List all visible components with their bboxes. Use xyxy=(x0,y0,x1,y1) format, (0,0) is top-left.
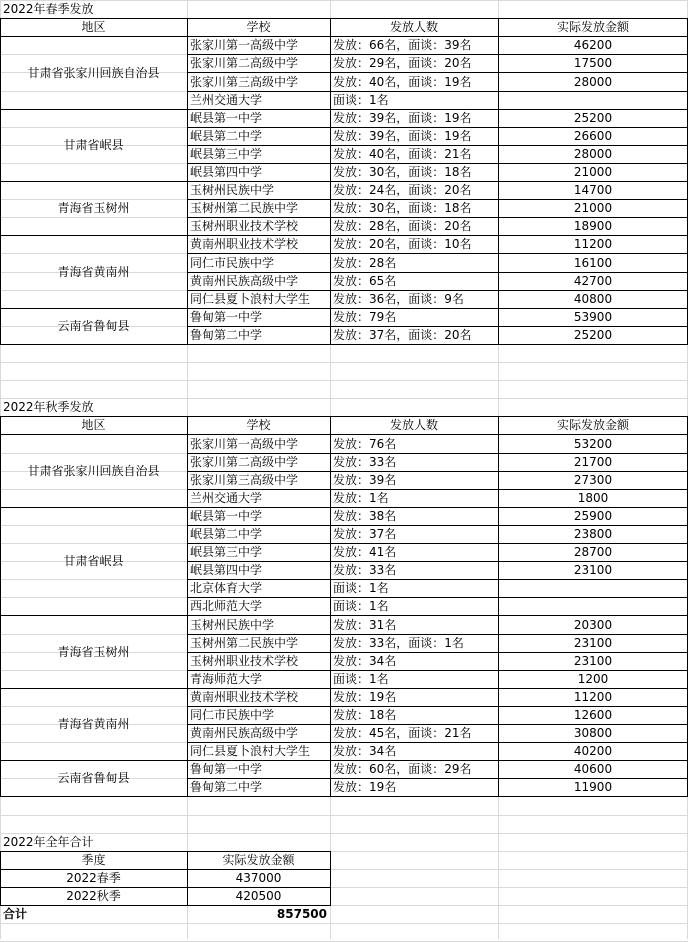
school-cell[interactable]: 岷县第四中学 xyxy=(190,165,263,179)
count-cell[interactable]: 发放：33名 xyxy=(333,455,397,469)
total-label[interactable]: 合计 xyxy=(3,907,28,921)
region-cell[interactable]: 甘肃省岷县 xyxy=(63,554,124,568)
school-cell[interactable]: 玉树州职业技术学校 xyxy=(190,219,299,233)
cell-border xyxy=(498,18,499,345)
cell-border xyxy=(0,416,688,417)
amount-cell[interactable]: 14700 xyxy=(573,183,613,197)
school-cell[interactable]: 张家川第三高级中学 xyxy=(190,74,299,89)
season-cell[interactable]: 2022秋季 xyxy=(66,889,121,903)
count-cell[interactable]: 发放：33名 xyxy=(333,563,397,577)
amount-cell[interactable]: 23100 xyxy=(573,636,613,650)
school-cell[interactable]: 鲁甸第二中学 xyxy=(190,780,263,794)
amount-cell[interactable]: 11200 xyxy=(573,690,613,704)
cell-border xyxy=(0,851,1,906)
count-header[interactable]: 发放人数 xyxy=(389,418,438,432)
region-cell[interactable]: 甘肃省张家川回族自治县 xyxy=(27,463,160,478)
count-cell[interactable]: 发放：28名 xyxy=(333,255,397,270)
count-cell[interactable]: 发放：29名，面谈：20名 xyxy=(333,56,472,70)
count-cell[interactable]: 发放：19名 xyxy=(333,780,397,794)
school-cell[interactable]: 鲁甸第一中学 xyxy=(190,310,263,324)
school-cell[interactable]: 张家川第一高级中学 xyxy=(190,436,299,451)
amount-cell[interactable]: 40800 xyxy=(573,292,613,306)
school-cell[interactable]: 北京体育大学 xyxy=(190,581,263,595)
cell-border xyxy=(0,18,688,19)
cell-border xyxy=(187,18,188,345)
school-cell[interactable]: 鲁甸第一中学 xyxy=(190,762,263,776)
cell-border xyxy=(187,851,188,906)
count-cell[interactable]: 发放：65名 xyxy=(333,274,397,288)
count-cell[interactable]: 发放：60名，面谈：29名 xyxy=(333,762,472,776)
region-cell[interactable]: 甘肃省张家川回族自治县 xyxy=(27,65,160,80)
count-cell[interactable]: 发放：30名，面谈：18名 xyxy=(333,165,472,179)
amount-cell[interactable]: 20300 xyxy=(573,617,613,632)
count-cell[interactable]: 发放：30名，面谈：18名 xyxy=(333,201,472,215)
amount-cell[interactable] xyxy=(498,579,688,597)
amount-cell[interactable]: 17500 xyxy=(573,56,613,70)
school-cell[interactable]: 玉树州民族中学 xyxy=(190,183,275,197)
school-cell[interactable]: 同仁市民族中学 xyxy=(190,708,275,722)
amount-cell[interactable]: 28000 xyxy=(573,74,613,89)
amount-cell[interactable]: 53200 xyxy=(573,436,613,451)
amount-cell[interactable]: 1800 xyxy=(577,491,609,505)
cell-border xyxy=(0,869,331,870)
school-cell[interactable]: 同仁县夏卜浪村大学生 xyxy=(190,292,311,306)
amount-cell[interactable]: 23800 xyxy=(573,527,613,541)
amount-header[interactable]: 实际发放金额 xyxy=(556,20,629,34)
annual-section-title[interactable]: 2022年全年合计 xyxy=(3,835,94,849)
school-cell[interactable]: 玉树州职业技术学校 xyxy=(190,654,299,668)
region-cell[interactable]: 云南省鲁甸县 xyxy=(57,319,130,333)
count-cell[interactable]: 发放：79名 xyxy=(333,310,397,324)
school-cell[interactable]: 岷县第一中学 xyxy=(190,111,263,125)
school-cell[interactable]: 岷县第三中学 xyxy=(190,147,263,161)
count-cell[interactable]: 发放：37名 xyxy=(333,527,397,541)
school-cell[interactable]: 玉树州第二民族中学 xyxy=(190,636,299,650)
count-cell[interactable]: 发放：33名，面谈：1名 xyxy=(333,636,464,650)
region-cell[interactable]: 青海省黄南州 xyxy=(57,264,130,279)
count-cell[interactable]: 发放：28名，面谈：20名 xyxy=(333,219,472,233)
amount-cell[interactable]: 18900 xyxy=(573,219,613,233)
amount-cell[interactable]: 28700 xyxy=(573,545,613,559)
cell-border xyxy=(498,416,499,797)
region-cell[interactable]: 甘肃省岷县 xyxy=(63,138,124,152)
amount-cell[interactable]: 46200 xyxy=(573,38,613,52)
amount-cell[interactable]: 25200 xyxy=(573,111,613,125)
count-cell[interactable]: 发放：41名 xyxy=(333,545,397,559)
amount-cell[interactable]: 23100 xyxy=(573,654,613,668)
cell-border xyxy=(187,416,188,797)
school-cell[interactable]: 西北师范大学 xyxy=(190,599,263,613)
count-cell[interactable]: 发放：1名 xyxy=(333,491,389,505)
cell-border xyxy=(330,851,331,906)
amount-header[interactable]: 实际发放金额 xyxy=(556,418,629,432)
school-cell[interactable]: 兰州交通大学 xyxy=(190,93,263,107)
amount-cell[interactable]: 21000 xyxy=(573,165,613,179)
school-cell[interactable]: 岷县第二中学 xyxy=(190,527,263,541)
amount-cell[interactable]: 26600 xyxy=(573,129,613,143)
school-cell[interactable]: 黄南州职业技术学校 xyxy=(190,237,299,251)
cell-border xyxy=(330,18,331,345)
amount-cell[interactable]: 40600 xyxy=(573,762,613,776)
count-cell[interactable]: 面谈：1名 xyxy=(333,93,389,107)
count-cell[interactable]: 发放：40名，面谈：21名 xyxy=(333,147,472,161)
amount-cell[interactable]: 25900 xyxy=(573,509,613,523)
count-cell[interactable]: 面谈：1名 xyxy=(333,599,389,613)
amount-cell[interactable]: 21700 xyxy=(573,455,613,469)
school-cell[interactable]: 鲁甸第二中学 xyxy=(190,328,263,342)
cell-border xyxy=(0,905,331,906)
count-cell[interactable]: 发放：40名，面谈：19名 xyxy=(333,74,472,89)
school-cell[interactable]: 张家川第一高级中学 xyxy=(190,38,299,52)
annual-amount-cell[interactable]: 437000 xyxy=(235,871,282,885)
count-cell[interactable]: 发放：39名，面谈：19名 xyxy=(333,111,472,125)
school-header[interactable]: 学校 xyxy=(246,20,271,34)
amount-cell[interactable]: 25200 xyxy=(573,328,613,342)
amount-cell[interactable]: 40200 xyxy=(573,744,613,758)
count-cell[interactable]: 发放：45名，面谈：21名 xyxy=(333,726,472,740)
cell-border xyxy=(0,18,1,345)
region-cell[interactable]: 云南省鲁甸县 xyxy=(57,771,130,785)
school-cell[interactable]: 同仁市民族中学 xyxy=(190,255,275,270)
school-cell[interactable]: 黄南州民族高级中学 xyxy=(190,274,299,288)
school-cell[interactable]: 张家川第二高级中学 xyxy=(190,455,299,469)
count-cell[interactable]: 发放：39名 xyxy=(333,473,397,487)
cell-border xyxy=(0,887,331,888)
count-cell[interactable]: 发放：18名 xyxy=(333,708,397,722)
school-cell[interactable]: 黄南州职业技术学校 xyxy=(190,690,299,704)
count-cell[interactable]: 发放：38名 xyxy=(333,509,397,523)
amount-cell[interactable]: 21000 xyxy=(573,201,613,215)
count-cell[interactable]: 发放：19名 xyxy=(333,690,397,704)
cell-border xyxy=(0,796,688,797)
gridline xyxy=(0,923,688,924)
season-header[interactable]: 季度 xyxy=(81,853,106,867)
amount-cell[interactable]: 28000 xyxy=(573,147,613,161)
amount-cell[interactable]: 53900 xyxy=(573,310,613,324)
count-cell[interactable]: 发放：20名，面谈：10名 xyxy=(333,237,472,251)
annual-amount-header[interactable]: 实际发放金额 xyxy=(222,853,295,867)
count-cell[interactable]: 发放：36名，面谈：9名 xyxy=(333,292,464,306)
cell-border xyxy=(0,851,331,852)
gridline xyxy=(0,815,688,816)
amount-cell[interactable]: 12600 xyxy=(573,708,613,722)
total-value[interactable]: 857500 xyxy=(276,907,327,921)
amount-cell[interactable]: 42700 xyxy=(573,274,613,288)
school-cell[interactable]: 青海师范大学 xyxy=(190,672,263,686)
count-cell[interactable]: 面谈：1名 xyxy=(333,581,389,595)
school-cell[interactable]: 岷县第三中学 xyxy=(190,545,263,559)
amount-cell[interactable]: 30800 xyxy=(573,726,613,740)
season-cell[interactable]: 2022春季 xyxy=(66,871,121,885)
region-cell[interactable]: 青海省玉树州 xyxy=(57,201,130,215)
gridline xyxy=(0,380,688,381)
cell-border xyxy=(0,416,1,797)
school-cell[interactable]: 兰州交通大学 xyxy=(190,491,263,505)
cell-border xyxy=(0,344,688,345)
school-header[interactable]: 学校 xyxy=(246,418,271,432)
count-cell[interactable]: 发放：39名，面谈：19名 xyxy=(333,129,472,143)
school-cell[interactable]: 黄南州民族高级中学 xyxy=(190,726,299,740)
region-cell[interactable]: 青海省黄南州 xyxy=(57,717,130,731)
amount-cell[interactable] xyxy=(498,91,688,109)
count-cell[interactable]: 发放：31名 xyxy=(333,617,397,632)
spring-section-title[interactable]: 2022年春季发放 xyxy=(3,2,94,16)
school-cell[interactable]: 同仁县夏卜浪村大学生 xyxy=(190,744,311,758)
region-cell[interactable]: 青海省玉树州 xyxy=(57,644,130,659)
annual-amount-cell[interactable]: 420500 xyxy=(235,889,282,903)
amount-cell[interactable] xyxy=(498,597,688,615)
count-cell[interactable]: 发放：76名 xyxy=(333,436,397,451)
school-cell[interactable]: 岷县第一中学 xyxy=(190,509,263,523)
count-cell[interactable]: 发放：37名，面谈：20名 xyxy=(333,328,472,342)
count-header[interactable]: 发放人数 xyxy=(389,20,438,34)
count-cell[interactable]: 发放：66名，面谈：39名 xyxy=(333,38,472,52)
amount-cell[interactable]: 11900 xyxy=(573,780,613,794)
autumn-section-title[interactable]: 2022年秋季发放 xyxy=(3,400,94,414)
count-cell[interactable]: 发放：24名，面谈：20名 xyxy=(333,183,472,197)
school-cell[interactable]: 玉树州民族中学 xyxy=(190,617,275,632)
gridline xyxy=(0,362,688,363)
amount-cell[interactable]: 16100 xyxy=(573,255,613,270)
school-cell[interactable]: 张家川第二高级中学 xyxy=(190,56,299,70)
count-cell[interactable]: 发放：34名 xyxy=(333,744,397,758)
count-cell[interactable]: 面谈：1名 xyxy=(333,672,389,686)
cell-border xyxy=(330,416,331,797)
school-cell[interactable]: 岷县第四中学 xyxy=(190,563,263,577)
school-cell[interactable]: 玉树州第二民族中学 xyxy=(190,201,299,215)
region-header[interactable]: 地区 xyxy=(81,418,106,432)
school-cell[interactable]: 张家川第三高级中学 xyxy=(190,473,299,487)
amount-cell[interactable]: 11200 xyxy=(573,237,613,251)
amount-cell[interactable]: 27300 xyxy=(573,473,613,487)
region-header[interactable]: 地区 xyxy=(81,20,106,34)
school-cell[interactable]: 岷县第二中学 xyxy=(190,129,263,143)
count-cell[interactable]: 发放：34名 xyxy=(333,654,397,668)
amount-cell[interactable]: 23100 xyxy=(573,563,613,577)
amount-cell[interactable]: 1200 xyxy=(577,672,609,686)
